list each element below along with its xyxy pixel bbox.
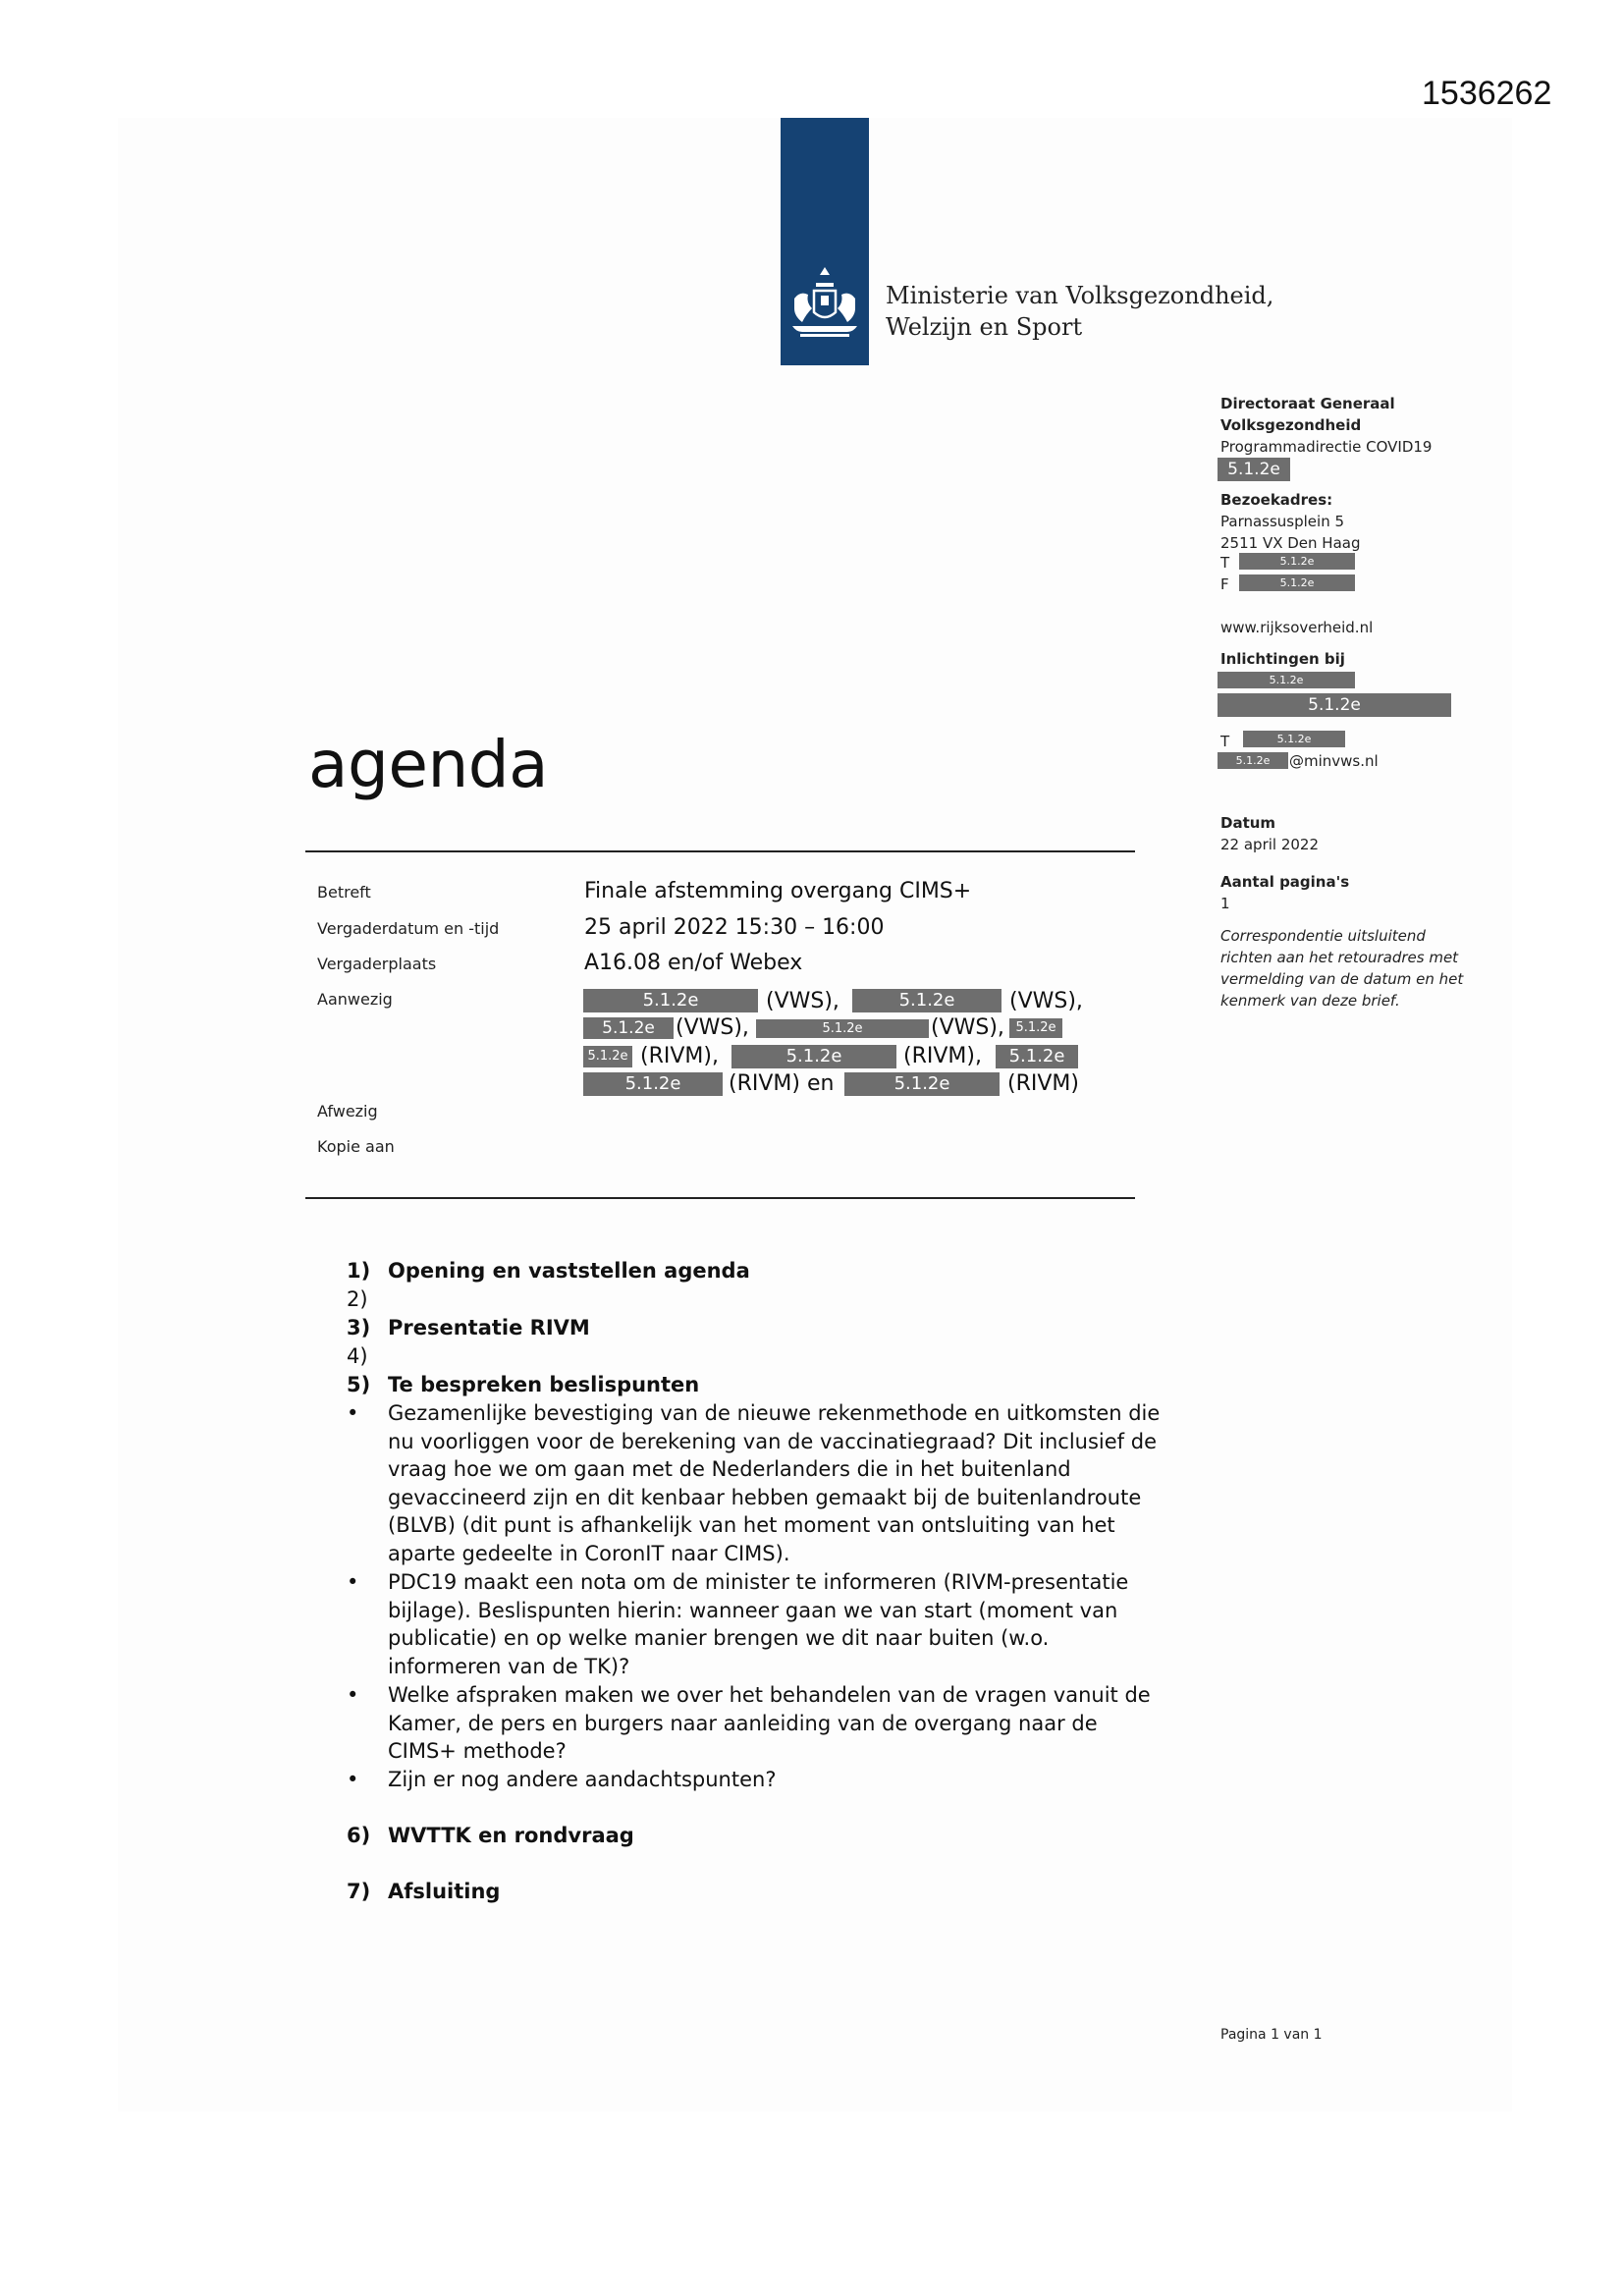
agenda-item bbox=[347, 1257, 750, 1285]
agenda-item bbox=[347, 1371, 699, 1399]
email-suffix: @minvws.nl bbox=[1289, 752, 1379, 770]
fax-prefix: F bbox=[1220, 575, 1229, 593]
agenda-item-number: 3) bbox=[347, 1316, 371, 1339]
absent-label: Afwezig bbox=[317, 1102, 378, 1121]
bullet-line: informeren van de TK)? bbox=[388, 1654, 630, 1678]
date-label: Datum bbox=[1220, 814, 1276, 832]
bullet-line: Welke afspraken maken we over het behandelen van de vragen vanuit de bbox=[388, 1683, 1151, 1707]
present-label: Aanwezig bbox=[317, 990, 393, 1009]
bullet-text bbox=[388, 1766, 1211, 1794]
pages-value: 1 bbox=[1220, 895, 1230, 912]
bullet-line: vraag hoe we om gaan met de Nederlanders die in het buitenland bbox=[388, 1457, 1071, 1482]
divider-top bbox=[305, 850, 1135, 852]
agenda-item bbox=[347, 1314, 590, 1342]
agenda-item-number: 4) bbox=[347, 1344, 368, 1368]
org-line-3: Programmadirectie COVID19 bbox=[1220, 438, 1433, 456]
redaction-block: 5.1.2e bbox=[996, 1045, 1078, 1068]
redaction-block: 5.1.2e bbox=[1218, 693, 1451, 717]
bullet-line: PDC19 maakt een nota om de minister te informeren (RIVM-presentatie bbox=[388, 1570, 1129, 1594]
agenda-item bbox=[347, 1285, 388, 1314]
bullet-icon: • bbox=[347, 1683, 359, 1707]
page-title: agenda bbox=[308, 727, 549, 802]
bullet-item bbox=[347, 1681, 1211, 1766]
address-line-2: 2511 VX Den Haag bbox=[1220, 534, 1361, 552]
phone-prefix: T bbox=[1220, 733, 1230, 750]
attendee-org: (RIVM) bbox=[1007, 1071, 1079, 1096]
bullet-line: aparte gedeelte in CoronIT naar CIMS). bbox=[388, 1541, 790, 1565]
bullet-text bbox=[388, 1399, 1211, 1568]
datetime-value: 25 april 2022 15:30 – 16:00 bbox=[584, 915, 885, 940]
agenda-item-number: 5) bbox=[347, 1373, 371, 1396]
correspondence-note: Correspondentie uitsluitend richten aan het retouradres met vermelding van de datum en het kenmerk van deze brief. bbox=[1220, 927, 1464, 1010]
bullet-text bbox=[388, 1568, 1211, 1680]
redaction-block: 5.1.2e bbox=[583, 1072, 723, 1096]
place-value: A16.08 en/of Webex bbox=[584, 951, 803, 975]
place-label: Vergaderplaats bbox=[317, 955, 437, 973]
redaction-block: 5.1.2e bbox=[1239, 574, 1355, 591]
bullet-line: gevaccineerd zijn en dit kenbaar hebben gemaakt bij de buitenlandroute bbox=[388, 1485, 1142, 1509]
date-value: 22 april 2022 bbox=[1220, 836, 1320, 853]
agenda-item-number: 2) bbox=[347, 1287, 368, 1311]
redaction-block: 5.1.2e bbox=[1218, 752, 1288, 769]
agenda-item-text: Opening en vaststellen agenda bbox=[388, 1259, 750, 1283]
redaction-block: 5.1.2e bbox=[583, 1046, 632, 1067]
rijksoverheid-logo-bar bbox=[781, 118, 869, 365]
agenda-item-text: Afsluiting bbox=[388, 1880, 501, 1903]
attendee-org: (RIVM), bbox=[903, 1044, 982, 1068]
sidebar-org bbox=[1220, 393, 1432, 458]
bullet-icon: • bbox=[347, 1768, 359, 1791]
attendee-org: (VWS), bbox=[931, 1015, 1004, 1040]
bullet-line: nu voorliggen voor de berekening van de vaccinatiegraad? Dit inclusief de bbox=[388, 1429, 1157, 1453]
agenda-item-number: 1) bbox=[347, 1259, 371, 1283]
redaction-block: 5.1.2e bbox=[1243, 731, 1345, 747]
redaction-block: 5.1.2e bbox=[756, 1019, 929, 1038]
bullet-line: publicatie) en op welke manier brengen we dit naar buiten (w.o. bbox=[388, 1626, 1050, 1651]
copy-label: Kopie aan bbox=[317, 1137, 395, 1156]
bullet-line: bijlage). Beslispunten hierin: wanneer gaan we van start (moment van bbox=[388, 1598, 1118, 1622]
ministry-name-line1: Ministerie van Volksgezondheid, bbox=[886, 282, 1274, 309]
page-footer: Pagina 1 van 1 bbox=[1220, 2027, 1323, 2043]
datetime-label: Vergaderdatum en -tijd bbox=[317, 919, 500, 938]
bullet-line: Kamer, de pers en burgers naar aanleiding van de overgang naar de bbox=[388, 1711, 1098, 1735]
document-number: 1536262 bbox=[1422, 75, 1552, 112]
subject-label: Betreft bbox=[317, 883, 371, 902]
redaction-block: 5.1.2e bbox=[1009, 1018, 1062, 1038]
bullet-icon: • bbox=[347, 1401, 359, 1425]
info-label: Inlichtingen bij bbox=[1220, 650, 1345, 668]
org-line-2: Volksgezondheid bbox=[1220, 416, 1362, 434]
agenda-item bbox=[347, 1822, 634, 1850]
divider-bottom bbox=[305, 1197, 1135, 1199]
ministry-name-line2: Welzijn en Sport bbox=[886, 313, 1083, 341]
website-link[interactable]: www.rijksoverheid.nl bbox=[1220, 619, 1374, 636]
agenda-item-text: Te bespreken beslispunten bbox=[388, 1373, 700, 1396]
bullet-item bbox=[347, 1766, 1211, 1794]
agenda-item-text: Presentatie RIVM bbox=[388, 1316, 590, 1339]
visit-address-label: Bezoekadres: bbox=[1220, 491, 1333, 509]
agenda-item-number: 6) bbox=[347, 1824, 371, 1847]
attendee-org: (VWS), bbox=[676, 1015, 749, 1040]
sidebar-address bbox=[1220, 489, 1361, 554]
agenda-item bbox=[347, 1878, 500, 1906]
agenda-item bbox=[347, 1342, 388, 1371]
bullet-icon: • bbox=[347, 1570, 359, 1594]
bullet-item bbox=[347, 1568, 1211, 1680]
redaction-block: 5.1.2e bbox=[1239, 553, 1355, 570]
redaction-block: 5.1.2e bbox=[583, 989, 758, 1012]
coat-of-arms-icon bbox=[781, 118, 869, 365]
attendee-org: (VWS), bbox=[1009, 989, 1083, 1013]
redaction-block: 5.1.2e bbox=[583, 1017, 674, 1039]
redaction-block: 5.1.2e bbox=[852, 989, 1001, 1012]
org-line-1: Directoraat Generaal bbox=[1220, 395, 1395, 412]
bullet-line: CIMS+ methode? bbox=[388, 1739, 567, 1764]
subject-value: Finale afstemming overgang CIMS+ bbox=[584, 879, 972, 903]
bullet-text bbox=[388, 1681, 1211, 1766]
attendee-org: (RIVM), bbox=[640, 1044, 719, 1068]
address-line-1: Parnassusplein 5 bbox=[1220, 513, 1345, 530]
bullet-line: Gezamenlijke bevestiging van de nieuwe rekenmethode en uitkomsten die bbox=[388, 1401, 1161, 1425]
bullet-line: (BLVB) (dit punt is afhankelijk van het moment van ontsluiting van het bbox=[388, 1513, 1115, 1538]
agenda-item-text: WVTTK en rondvraag bbox=[388, 1824, 634, 1847]
redaction-block: 5.1.2e bbox=[731, 1045, 896, 1068]
bullet-item bbox=[347, 1399, 1211, 1568]
attendee-org: (RIVM) en bbox=[729, 1071, 835, 1096]
attendee-org: (VWS), bbox=[766, 989, 839, 1013]
redaction-block: 5.1.2e bbox=[1218, 672, 1355, 688]
ministry-name bbox=[886, 280, 1273, 343]
pages-label: Aantal pagina's bbox=[1220, 873, 1350, 891]
bullet-line: Zijn er nog andere aandachtspunten? bbox=[388, 1768, 777, 1791]
phone-prefix: T bbox=[1220, 554, 1230, 572]
agenda-item-number: 7) bbox=[347, 1880, 371, 1903]
redaction-block: 5.1.2e bbox=[1218, 458, 1290, 481]
redaction-block: 5.1.2e bbox=[844, 1072, 1000, 1096]
